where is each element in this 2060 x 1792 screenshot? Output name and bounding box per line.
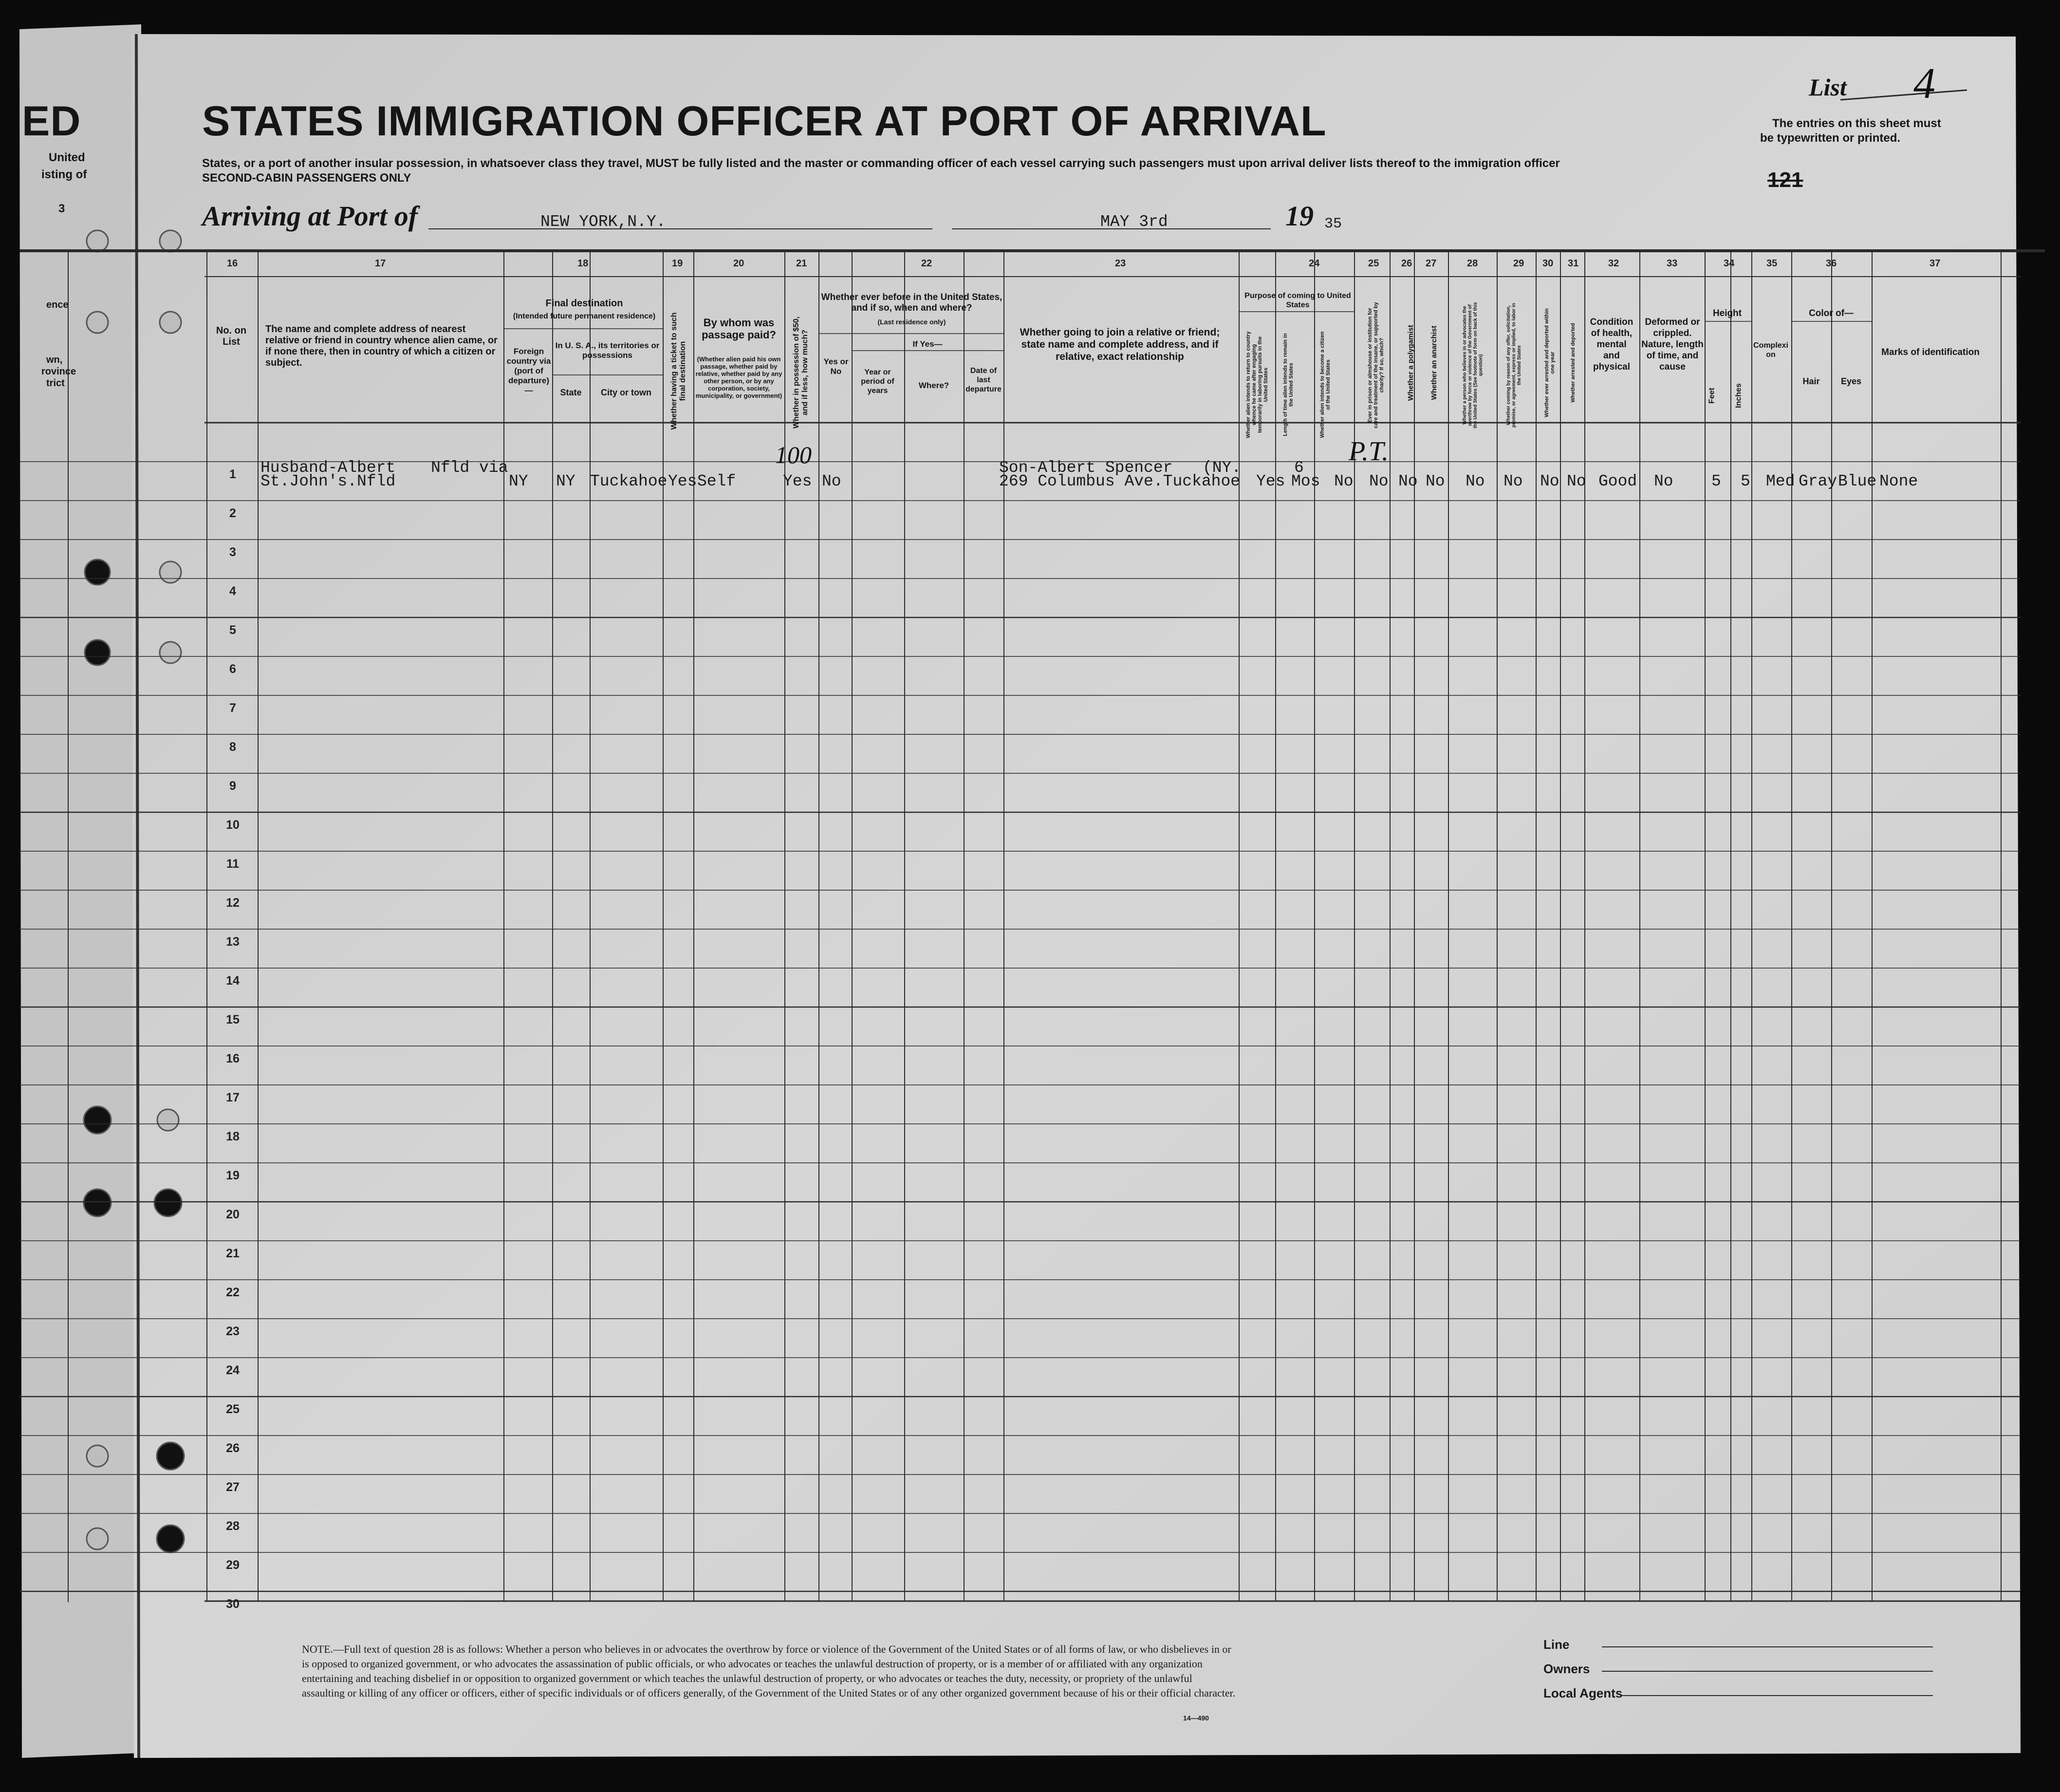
- entry-money: Yes: [783, 472, 812, 490]
- header-c37: Marks of identification: [1881, 347, 1980, 357]
- footer-line-label: Line: [1543, 1637, 1570, 1652]
- row-number: 29: [226, 1558, 240, 1572]
- entry-deformed: No: [1654, 472, 1673, 490]
- header-c18-title: Final destination: [545, 298, 623, 309]
- header-c35: Complexion: [1753, 341, 1788, 359]
- row-number: 7: [229, 701, 236, 715]
- header-c30: Whether ever arrested and deported within one year: [1544, 308, 1556, 417]
- header-c17: The name and complete address of nearest relative or friend in country whence alien came, or if none there, then in country of which a citizen or subject.: [265, 324, 498, 368]
- entry-deported: No: [1567, 472, 1586, 490]
- column-number: 35: [1766, 258, 1778, 269]
- column-number: 19: [672, 258, 683, 269]
- entry-join-line1b: (NY.: [1203, 459, 1242, 477]
- header-c18-state: State: [560, 388, 582, 397]
- column-number: 37: [1930, 258, 1941, 269]
- left-fragment-7: trict: [46, 378, 65, 389]
- entry-foreign-port: NY: [509, 472, 528, 490]
- entries-note-1: The entries on this sheet must: [1772, 117, 1941, 130]
- header-c24-title: Purpose of coming to United States: [1244, 292, 1351, 309]
- header-c36-hair: Hair: [1802, 376, 1820, 386]
- row-number: 5: [229, 623, 236, 637]
- column-number: 20: [733, 258, 744, 269]
- header-c34-inches: Inches: [1734, 383, 1743, 408]
- header-c22-sub: (Last residence only): [877, 318, 946, 326]
- entry-anarchist: No: [1426, 472, 1445, 490]
- entry-prison: No: [1369, 472, 1389, 490]
- header-c20-title: By whom was passage paid?: [702, 317, 776, 341]
- header-c18-foreign: Foreign country via (port of departure)—: [506, 347, 551, 395]
- entry-citizen-hand: P.T.: [1349, 436, 1389, 467]
- header-c22-date: Date of last departure: [965, 367, 1002, 393]
- header-c34-feet: Feet: [1707, 388, 1716, 404]
- cabin-class: SECOND-CABIN PASSENGERS ONLY: [202, 171, 411, 185]
- header-c16: No. on List: [216, 325, 247, 347]
- header-c18-city: City or town: [601, 388, 651, 397]
- row-number: 10: [226, 818, 240, 832]
- row-number: 4: [229, 584, 236, 598]
- row-number: 28: [226, 1519, 240, 1533]
- header-c18-usa: In U. S. A., its territories or possessions: [555, 341, 660, 360]
- left-page-fragment: [19, 24, 141, 1758]
- entry-relative-line1b: Nfld via: [431, 459, 508, 477]
- entry-length-stay-2: Mos: [1291, 472, 1320, 490]
- left-fragment-2: isting of: [41, 168, 87, 181]
- footer-agents-label: Local Agents: [1543, 1686, 1623, 1700]
- header-c24-c: Whether alien intends to become a citizen of the United States: [1319, 331, 1331, 438]
- column-number: 22: [921, 258, 932, 269]
- header-c20-note: (Whether alien paid his own passage, whether paid by relative, whether paid by any other person, or by any corporation, society, municipality, or government): [695, 355, 782, 399]
- year-suffix: 35: [1324, 216, 1342, 232]
- row-number: 23: [226, 1325, 240, 1338]
- entry-health: Good: [1598, 472, 1637, 490]
- entry-before-in-us: No: [822, 472, 841, 490]
- column-number: 24: [1309, 258, 1320, 269]
- entry-overthrow: No: [1466, 472, 1485, 490]
- column-number: 26: [1401, 258, 1412, 269]
- footer-owners-label: Owners: [1543, 1661, 1590, 1676]
- entry-marks: None: [1879, 472, 1918, 490]
- row-number: 18: [226, 1130, 240, 1143]
- left-fragment-5: wn,: [46, 355, 63, 365]
- row-number: 20: [226, 1208, 240, 1221]
- column-number: 17: [375, 258, 386, 269]
- sheet-number: 121: [1767, 168, 1803, 192]
- entries-note-2: be typewritten or printed.: [1760, 131, 1901, 145]
- entry-money-hand: 100: [775, 441, 812, 468]
- row-number: 6: [229, 662, 236, 676]
- entry-eyes: Blue: [1838, 472, 1877, 490]
- header-c27: Whether an anarchist: [1430, 325, 1438, 400]
- entry-join-line2: 269 Columbus Ave.Tuckahoe: [999, 472, 1241, 490]
- column-number: 25: [1368, 258, 1379, 269]
- entry-length-stay-1: 6: [1294, 459, 1304, 477]
- entry-citizen: No: [1334, 472, 1354, 490]
- form-number: 14—490: [1183, 1714, 1209, 1722]
- entry-relative-line2: St.John's.Nfld: [260, 472, 396, 490]
- entry-deported-year: No: [1540, 472, 1559, 490]
- column-number: 18: [577, 258, 589, 269]
- header-c22-title: Whether ever before in the United States, and if so, when and where?: [821, 292, 1002, 313]
- column-number: 33: [1667, 258, 1678, 269]
- left-fragment-big: ED: [22, 98, 81, 145]
- header-c26: Whether a polygamist: [1407, 325, 1415, 401]
- header-c33: Deformed or crippled. Nature, length of time, and cause: [1641, 317, 1704, 372]
- row-number: 15: [226, 1013, 240, 1027]
- row-number: 14: [226, 974, 240, 988]
- header-c22-where: Where?: [918, 381, 949, 390]
- column-number: 27: [1426, 258, 1437, 269]
- list-number: 4: [1913, 59, 1935, 108]
- row-number: 26: [226, 1441, 240, 1455]
- left-fragment-6: rovince: [41, 366, 76, 377]
- entry-feet: 5: [1711, 472, 1721, 490]
- row-number: 9: [229, 779, 236, 793]
- row-number: 27: [226, 1480, 240, 1494]
- form-title: STATES IMMIGRATION OFFICER AT PORT OF ARRIVAL: [202, 98, 1327, 145]
- entry-inches: 5: [1741, 472, 1750, 490]
- header-c22-ifyes: If Yes—: [912, 339, 943, 349]
- year-prefix: 19: [1285, 200, 1314, 232]
- header-c22-year: Year or period of years: [861, 368, 894, 395]
- header-c36-title: Color of—: [1809, 308, 1854, 318]
- row-number: 3: [229, 545, 236, 559]
- column-number: 32: [1608, 258, 1619, 269]
- row-number: 25: [226, 1402, 240, 1416]
- row-number: 22: [226, 1286, 240, 1299]
- column-number: 30: [1542, 258, 1554, 269]
- header-c25: Ever in prison or almshouse or institution for care and treatment of the insane, or supported by charity? If so, which?: [1367, 302, 1385, 429]
- form-subtitle: States, or a port of another insular possession, in whatsoever class they travel, MUST be fully listed and the master or commanding officer of each vessel carrying such passengers must upon arrival deliver lists thereof to the immigration officer: [202, 157, 1560, 170]
- column-number: 23: [1115, 258, 1126, 269]
- arriving-label: Arriving at Port of: [202, 200, 418, 232]
- header-c28: Whether a person who believes in or advocates the overthrow by force or violence of the Government of the United States (See footnote of form on back of this question): [1462, 302, 1484, 429]
- left-fragment-4: ence: [46, 299, 69, 310]
- header-c31: Whether arrested and deported: [1570, 323, 1576, 403]
- column-number: 34: [1724, 258, 1735, 269]
- entry-hair: Gray: [1799, 472, 1837, 490]
- header-c22-yesno: Yes or No: [823, 357, 849, 376]
- entry-ticket: Yes: [668, 472, 697, 490]
- row-number: 1: [229, 467, 236, 481]
- column-number: 21: [796, 258, 807, 269]
- header-c29: Whether coming by reason of any offer, solicitation, promise, or agreement, express or implied, to labor in the United States: [1506, 303, 1522, 428]
- header-c19: Whether having a ticket to such final destination: [670, 312, 687, 430]
- footer-note: NOTE.—Full text of question 28 is as follows: Whether a person who believes in or advocates the overthrow by force or violence of the Government of the United States or of all forms of law, or who disbelieves in or is opposed to organized government, or who advocates the assassination of public officials, or who advocates or teaches the unlawful destruction of property, or is a member of or affiliated with any organization entertaining and teaching disbelief in or opposition to organized government or which teaches the unlawful destruction of property, or who advocates or teaches the duty, necessity, or propriety of the unlawful assaulting or killing of any officer or officers, either of specific individuals or of officers generally, of the Government of the United States or of any other organized government because of his or their official character.: [302, 1643, 1236, 1699]
- entry-offer-labor: No: [1503, 472, 1523, 490]
- date-value: MAY 3rd: [1100, 213, 1168, 231]
- left-fragment-1: United: [49, 151, 85, 164]
- row-number: 30: [226, 1597, 240, 1611]
- row-number: 17: [226, 1091, 240, 1104]
- header-c32: Condition of health, mental and physical: [1590, 317, 1633, 372]
- entry-complexion: Med: [1766, 472, 1795, 490]
- entry-return-country: Yes: [1256, 472, 1285, 490]
- entry-relative-line1: Husband-Albert: [260, 459, 396, 477]
- row-number: 12: [226, 896, 240, 910]
- left-fragment-3: 3: [58, 202, 65, 215]
- row-number: 8: [229, 740, 236, 754]
- header-c23: Whether going to join a relative or friend; state name and complete address, and if relative, exact relationship: [1020, 327, 1220, 362]
- header-c24-a: Whether alien intends to return to country whence he came after engaging temporarily in laboring pursuits in the United States: [1245, 331, 1269, 438]
- entry-state: NY: [556, 472, 575, 490]
- entry-join-line1: Son-Albert Spencer: [999, 459, 1173, 477]
- column-number: 28: [1467, 258, 1478, 269]
- entry-polygamist: No: [1398, 472, 1418, 490]
- column-number: 36: [1826, 258, 1837, 269]
- row-number: 21: [226, 1247, 240, 1260]
- header-c18-sub: (Intended future permanent residence): [513, 312, 656, 320]
- column-number: 31: [1568, 258, 1579, 269]
- entry-passage-paid: Self: [697, 472, 736, 490]
- header-c21: Whether in possession of $50, and if less, how much?: [792, 316, 809, 429]
- row-number: 24: [226, 1363, 240, 1377]
- header-c34-title: Height: [1712, 308, 1742, 318]
- column-number: 16: [227, 258, 238, 269]
- list-label: List: [1809, 74, 1847, 101]
- port-value: NEW YORK,N.Y.: [540, 213, 666, 231]
- row-number: 16: [226, 1052, 240, 1065]
- row-number: 11: [226, 857, 240, 871]
- row-number: 19: [226, 1169, 240, 1182]
- column-number: 29: [1513, 258, 1524, 269]
- entry-city: Tuckahoe: [590, 472, 668, 490]
- row-number: 2: [229, 506, 236, 520]
- header-c24-b: Length of time alien intends to remain in the United States: [1282, 333, 1294, 436]
- main-paper: [131, 34, 2021, 1758]
- header-c36-eyes: Eyes: [1840, 376, 1862, 386]
- row-number: 13: [226, 935, 240, 949]
